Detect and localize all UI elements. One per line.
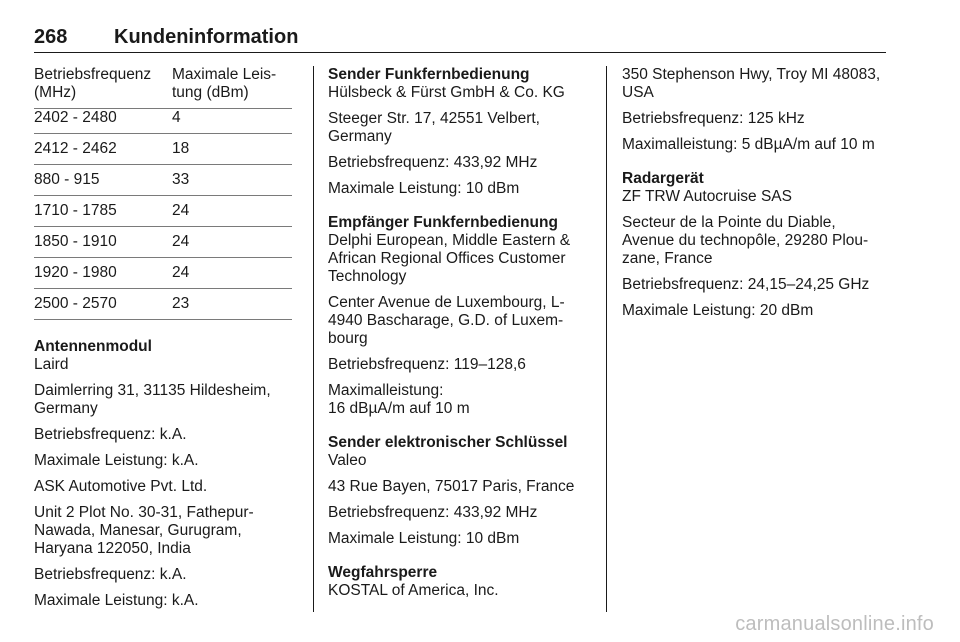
power-text: Maximalleistung: 5 dBµA/m auf 10 m bbox=[622, 136, 875, 153]
manufacturer: Delphi European, Middle Eastern & African Regional Offices Customer Technology bbox=[328, 232, 571, 285]
frequency-text: Betriebsfrequenz: 24,15–24,25 GHz bbox=[622, 276, 870, 293]
table-cell: 2500 - 2570 bbox=[34, 289, 172, 320]
frequency-text: Betriebsfrequenz: 119–128,6 bbox=[328, 356, 526, 373]
table-cell: 1850 - 1910 bbox=[34, 227, 172, 258]
table-cell: 18 bbox=[172, 134, 292, 165]
column-2 bbox=[328, 66, 590, 608]
column-divider bbox=[606, 66, 607, 612]
manufacturer: Laird bbox=[34, 356, 69, 373]
address: Center Avenue de Luxembourg, L-4940 Bascharage, G.D. of Luxem-bourg bbox=[328, 294, 565, 347]
frequency-text: Betriebsfrequenz: 433,92 MHz bbox=[328, 504, 538, 521]
table-row bbox=[34, 165, 292, 196]
table-cell: 1710 - 1785 bbox=[34, 196, 172, 227]
frequency-text: Betriebsfrequenz: 433,92 MHz bbox=[328, 154, 538, 171]
address: 350 Stephenson Hwy, Troy MI 48083, USA bbox=[622, 66, 881, 101]
column-1 bbox=[34, 66, 292, 618]
section-heading: Antennenmodul bbox=[34, 338, 152, 355]
table-row bbox=[34, 109, 292, 134]
power-text: Maximale Leistung: k.A. bbox=[34, 592, 199, 609]
column-3 bbox=[622, 66, 890, 328]
page-number: 268 bbox=[34, 26, 68, 48]
table-row bbox=[34, 196, 292, 227]
address: Unit 2 Plot No. 30-31, Fathepur-Nawada, Manesar, Gurugram, Haryana 122050, India bbox=[34, 504, 254, 557]
section-heading: Empfänger Funkfernbedienung bbox=[328, 214, 558, 231]
table-row bbox=[34, 227, 292, 258]
table-cell: 880 - 915 bbox=[34, 165, 172, 196]
manufacturer: Hülsbeck & Fürst GmbH & Co. KG bbox=[328, 84, 565, 101]
table-cell: 2402 - 2480 bbox=[34, 109, 172, 134]
power-text bbox=[328, 382, 590, 418]
power-text: Maximale Leistung: k.A. bbox=[34, 452, 199, 469]
table-header-row bbox=[34, 66, 292, 109]
manufacturer: ASK Automotive Pvt. Ltd. bbox=[34, 478, 208, 495]
page-title: Kundeninformation bbox=[114, 26, 299, 48]
address: 43 Rue Bayen, 75017 Paris, France bbox=[328, 478, 575, 495]
table-row bbox=[34, 134, 292, 165]
table-cell: 23 bbox=[172, 289, 292, 320]
table-cell: 1920 - 1980 bbox=[34, 258, 172, 289]
table-cell: 4 bbox=[172, 109, 292, 134]
power-text: Maximale Leistung: 10 dBm bbox=[328, 530, 520, 547]
section-heading: Radargerät bbox=[622, 170, 704, 187]
table-cell: 33 bbox=[172, 165, 292, 196]
table-cell: 24 bbox=[172, 196, 292, 227]
table-row bbox=[34, 289, 292, 320]
section-heading: Sender elektronischer Schlüssel bbox=[328, 434, 568, 451]
manufacturer: ZF TRW Autocruise SAS bbox=[622, 188, 792, 205]
table-cell: 24 bbox=[172, 227, 292, 258]
column-divider bbox=[313, 66, 314, 612]
table-row bbox=[34, 258, 292, 289]
watermark-text: carmanualsonline.info bbox=[735, 613, 934, 635]
address: Secteur de la Pointe du Diable, Avenue du technopôle, 29280 Plou-zane, France bbox=[622, 214, 869, 267]
table-header-frequency: Betriebsfrequenz (MHz) bbox=[34, 66, 172, 109]
address: Daimlerring 31, 31135 Hildesheim, Germany bbox=[34, 382, 271, 417]
section-heading: Wegfahrsperre bbox=[328, 564, 438, 581]
section-heading: Sender Funkfernbedienung bbox=[328, 66, 530, 83]
manufacturer: KOSTAL of America, Inc. bbox=[328, 582, 499, 599]
power-label: Maximalleistung: bbox=[328, 382, 444, 399]
manufacturer: Valeo bbox=[328, 452, 367, 469]
table-header-power: Maximale Leis-tung (dBm) bbox=[172, 66, 292, 109]
power-text: Maximale Leistung: 20 dBm bbox=[622, 302, 814, 319]
frequency-text: Betriebsfrequenz: k.A. bbox=[34, 426, 187, 443]
frequency-text: Betriebsfrequenz: k.A. bbox=[34, 566, 187, 583]
frequency-text: Betriebsfrequenz: 125 kHz bbox=[622, 110, 805, 127]
address: Steeger Str. 17, 42551 Velbert, Germany bbox=[328, 110, 540, 145]
table-cell: 24 bbox=[172, 258, 292, 289]
power-text: Maximale Leistung: 10 dBm bbox=[328, 180, 520, 197]
power-value: 16 dBµA/m auf 10 m bbox=[328, 400, 470, 417]
table-cell: 2412 - 2462 bbox=[34, 134, 172, 165]
frequency-table bbox=[34, 66, 292, 320]
page-header bbox=[34, 22, 886, 53]
